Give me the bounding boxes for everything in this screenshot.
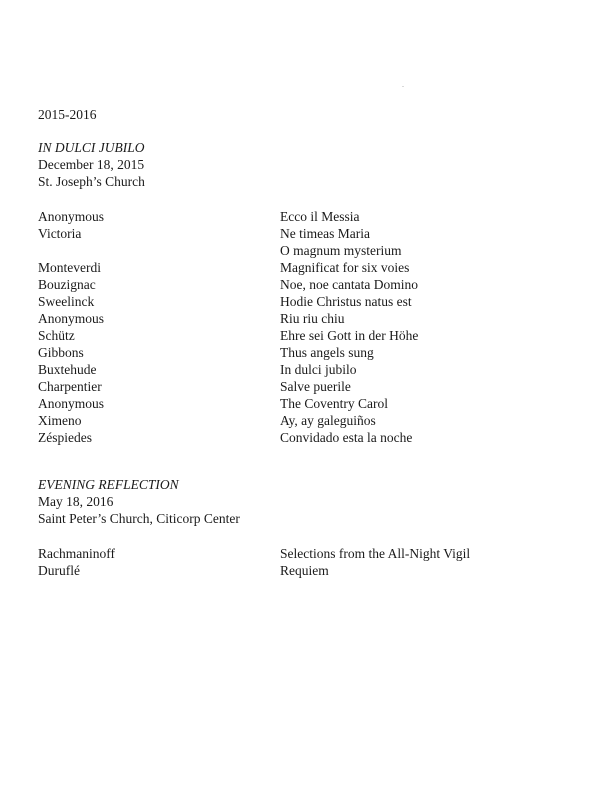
program-composer: Victoria [38,226,82,241]
program-composer: Ximeno [38,413,82,428]
program-work: Thus angels sung [280,345,374,360]
program-composer: Schütz [38,328,75,343]
program-work: In dulci jubilo [280,362,357,377]
program-composer: Duruflé [38,563,80,578]
program-work: Magnificat for six voies [280,260,410,275]
concert-1-venue: St. Joseph’s Church [38,174,145,189]
program-work: Convidado esta la noche [280,430,413,445]
program-work: Selections from the All-Night Vigil [280,546,471,561]
concert-2-venue: Saint Peter’s Church, Citicorp Center [38,511,240,526]
program-work: Ay, ay galeguiños [280,413,376,428]
program-work: The Coventry Carol [280,396,388,411]
program-composer: Anonymous [38,311,105,326]
program-work: O magnum mysterium [280,243,402,258]
program-composer: Monteverdi [38,260,101,275]
program-work: Ecco il Messia [280,209,360,224]
program-composer: Bouzignac [38,277,96,292]
concert-2-date: May 18, 2016 [38,494,114,509]
program-work: Salve puerile [280,379,351,394]
program-work: Ne timeas Maria [280,226,370,241]
season-heading: 2015-2016 [38,107,97,122]
concert-1-date: December 18, 2015 [38,157,145,172]
program-composer: Sweelinck [38,294,95,309]
program-composer: Zéspiedes [38,430,92,445]
program-work: Ehre sei Gott in der Höhe [280,328,419,343]
scan-speck [402,86,404,87]
program-composer: Anonymous [38,396,105,411]
program-composer: Gibbons [38,345,84,360]
concert-2-title: EVENING REFLECTION [38,477,179,492]
program-work: Riu riu chiu [280,311,345,326]
program-work: Noe, noe cantata Domino [280,277,418,292]
program-work: Hodie Christus natus est [280,294,412,309]
program-composer: Rachmaninoff [38,546,115,561]
program-composer: Anonymous [38,209,105,224]
concert-1-title: IN DULCI JUBILO [38,140,145,155]
program-work: Requiem [280,563,329,578]
program-composer: Buxtehude [38,362,97,377]
program-composer: Charpentier [38,379,102,394]
